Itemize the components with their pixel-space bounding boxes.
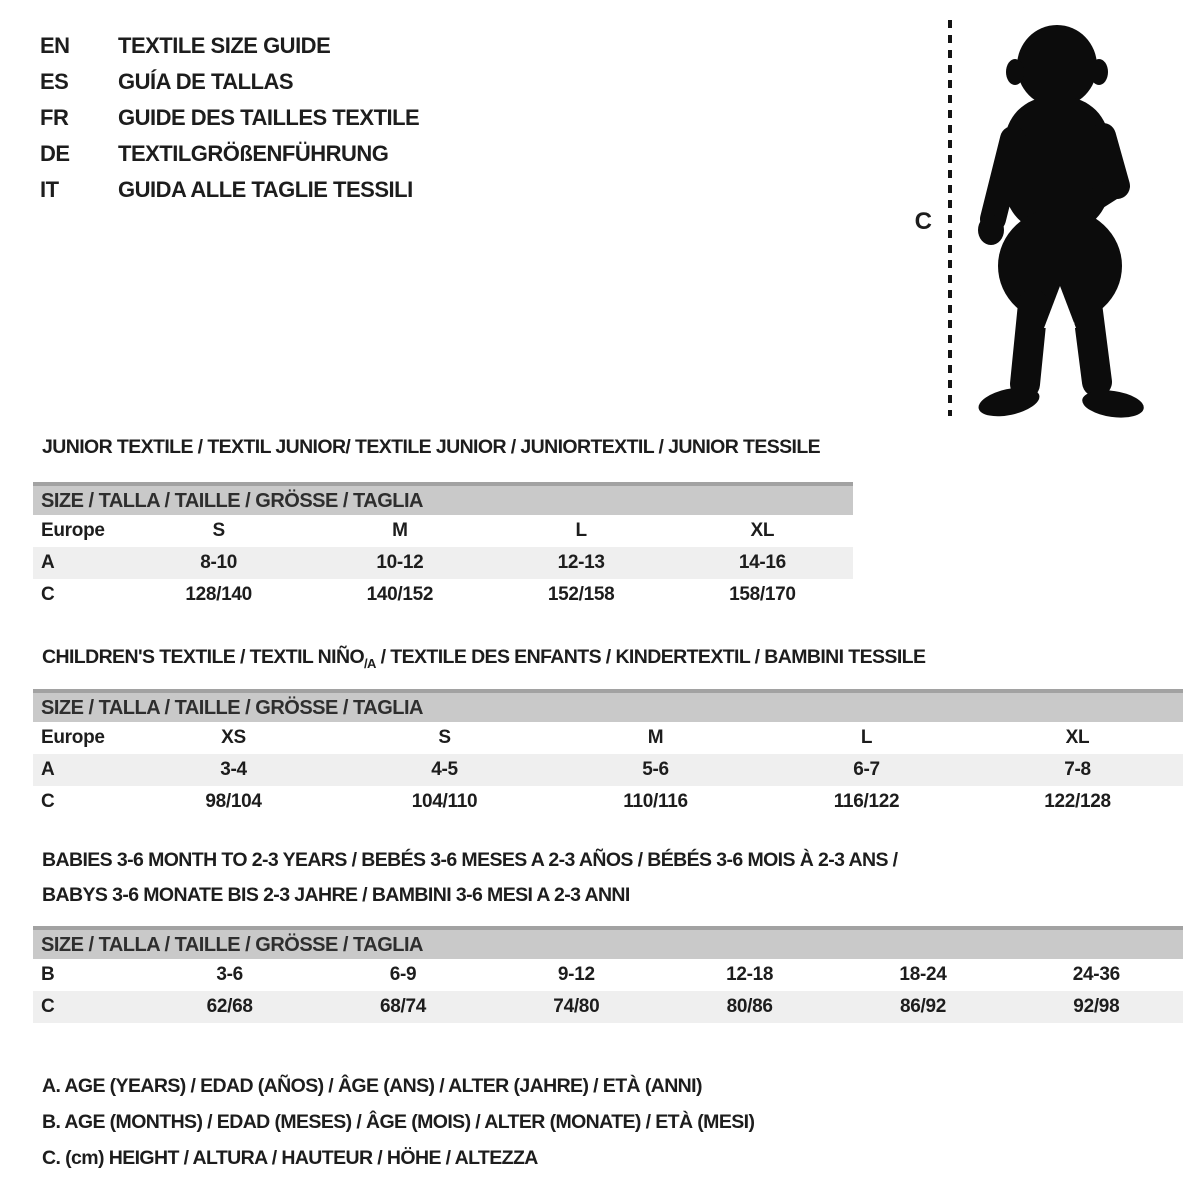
heading-text: CHILDREN'S TEXTILE / TEXTIL NIÑO bbox=[42, 646, 365, 668]
babies-section-heading bbox=[42, 843, 897, 913]
value-cell: 3-4 bbox=[220, 759, 247, 780]
value-cell: 6-9 bbox=[389, 964, 417, 985]
size-cell: L bbox=[575, 520, 587, 541]
size-cell: XL bbox=[1065, 727, 1090, 748]
language-title: GUIDE DES TAILLES TEXTILE bbox=[118, 105, 420, 130]
heading-subscript: /A bbox=[364, 655, 376, 671]
note-line-b: B. AGE (MONTHS) / EDAD (MESES) / ÂGE (MOIS) / ALTER (MONATE) / ETÀ (MESI) bbox=[42, 1111, 755, 1133]
heading-line: BABYS 3-6 MONATE BIS 2-3 JAHRE / BAMBINI 3-6 MESI A 2-3 ANNI bbox=[42, 884, 630, 906]
table-row bbox=[33, 754, 1183, 786]
language-code: FR bbox=[40, 105, 69, 130]
language-title: GUÍA DE TALLAS bbox=[118, 69, 294, 94]
row-label: Europe bbox=[41, 727, 105, 748]
children-size-table bbox=[33, 689, 1183, 818]
language-code: DE bbox=[40, 141, 70, 166]
value-cell: 158/170 bbox=[729, 584, 796, 605]
heading-line: BABIES 3-6 MONTH TO 2-3 YEARS / BEBÉS 3-6 MESES A 2-3 AÑOS / BÉBÉS 3-6 MOIS À 2-3 ANS / bbox=[42, 849, 898, 871]
table-row bbox=[33, 991, 1183, 1023]
row-label: B bbox=[41, 964, 55, 985]
row-label: Europe bbox=[41, 520, 105, 541]
language-header bbox=[40, 28, 419, 208]
value-cell: 3-6 bbox=[216, 964, 243, 985]
language-title: GUIDA ALLE TAGLIE TESSILI bbox=[118, 177, 413, 202]
size-cell: XL bbox=[750, 520, 775, 541]
value-cell: 116/122 bbox=[833, 791, 900, 812]
toddler-silhouette bbox=[938, 14, 1160, 422]
note-line-a: A. AGE (YEARS) / EDAD (AÑOS) / ÂGE (ANS) / ALTER (JAHRE) / ETÀ (ANNI) bbox=[42, 1075, 702, 1097]
value-cell: 110/116 bbox=[623, 791, 688, 812]
junior-section-heading: JUNIOR TEXTILE / TEXTIL JUNIOR/ TEXTILE JUNIOR / JUNIORTEXTIL / JUNIOR TESSILE bbox=[42, 436, 821, 458]
value-cell: 12-13 bbox=[557, 552, 605, 573]
children-section-heading bbox=[42, 646, 925, 671]
value-cell: 24-36 bbox=[1072, 964, 1120, 985]
language-code: ES bbox=[40, 69, 69, 94]
height-measure-label: C bbox=[914, 208, 932, 235]
value-cell: 68/74 bbox=[379, 996, 427, 1017]
table-row bbox=[33, 547, 853, 579]
value-cell: 7-8 bbox=[1064, 759, 1091, 780]
table-row bbox=[33, 515, 853, 547]
value-cell: 12-18 bbox=[726, 964, 774, 985]
language-row bbox=[40, 28, 419, 64]
value-cell: 80/86 bbox=[726, 996, 773, 1017]
note-line-c: C. (cm) HEIGHT / ALTURA / HAUTEUR / HÖHE / ALTEZZA bbox=[42, 1147, 538, 1169]
value-cell: 92/98 bbox=[1073, 996, 1120, 1017]
value-cell: 14-16 bbox=[738, 552, 786, 573]
size-cell: M bbox=[647, 727, 664, 748]
heading-text: / TEXTILE DES ENFANTS / KINDERTEXTIL / BAMBINI TESSILE bbox=[375, 646, 926, 668]
value-cell: 98/104 bbox=[205, 791, 262, 812]
value-cell: 86/92 bbox=[899, 996, 946, 1017]
language-row bbox=[40, 136, 419, 172]
value-cell: 152/158 bbox=[547, 584, 615, 605]
size-cell: XS bbox=[221, 727, 246, 748]
row-label: A bbox=[41, 759, 55, 780]
value-cell: 122/128 bbox=[1044, 791, 1111, 812]
value-cell: 62/68 bbox=[206, 996, 253, 1017]
language-code: EN bbox=[40, 33, 70, 58]
value-cell: 18-24 bbox=[899, 964, 947, 985]
row-label: A bbox=[41, 552, 55, 573]
language-row bbox=[40, 64, 419, 100]
value-cell: 8-10 bbox=[200, 552, 238, 573]
legend-notes bbox=[42, 1068, 754, 1176]
size-cell: S bbox=[212, 520, 225, 541]
row-label: C bbox=[41, 584, 55, 605]
size-cell: L bbox=[860, 727, 873, 748]
language-row bbox=[40, 100, 419, 136]
row-label: C bbox=[41, 996, 55, 1017]
size-bar: SIZE / TALLA / TAILLE / GRÖSSE / TAGLIA bbox=[33, 926, 1183, 959]
size-bar: SIZE / TALLA / TAILLE / GRÖSSE / TAGLIA bbox=[33, 482, 853, 515]
language-row bbox=[40, 172, 419, 208]
value-cell: 104/110 bbox=[411, 791, 478, 812]
value-cell: 74/80 bbox=[553, 996, 600, 1017]
row-label: C bbox=[41, 791, 55, 812]
value-cell: 6-7 bbox=[853, 759, 880, 780]
language-title: TEXTILE SIZE GUIDE bbox=[118, 33, 331, 58]
value-cell: 128/140 bbox=[185, 584, 252, 605]
table-row bbox=[33, 579, 853, 611]
table-row bbox=[33, 722, 1183, 754]
size-cell: M bbox=[392, 520, 408, 541]
junior-size-table bbox=[33, 482, 853, 611]
table-row bbox=[33, 786, 1183, 818]
table-row bbox=[33, 959, 1183, 991]
value-cell: 5-6 bbox=[642, 759, 669, 780]
value-cell: 9-12 bbox=[557, 964, 595, 985]
size-bar: SIZE / TALLA / TAILLE / GRÖSSE / TAGLIA bbox=[33, 689, 1183, 722]
language-code: IT bbox=[40, 177, 59, 202]
value-cell: 4-5 bbox=[431, 759, 458, 780]
size-cell: S bbox=[438, 727, 451, 748]
value-cell: 140/152 bbox=[366, 584, 434, 605]
value-cell: 10-12 bbox=[376, 552, 424, 573]
language-title: TEXTILGRÖßENFÜHRUNG bbox=[118, 141, 389, 166]
babies-size-table bbox=[33, 926, 1183, 1023]
